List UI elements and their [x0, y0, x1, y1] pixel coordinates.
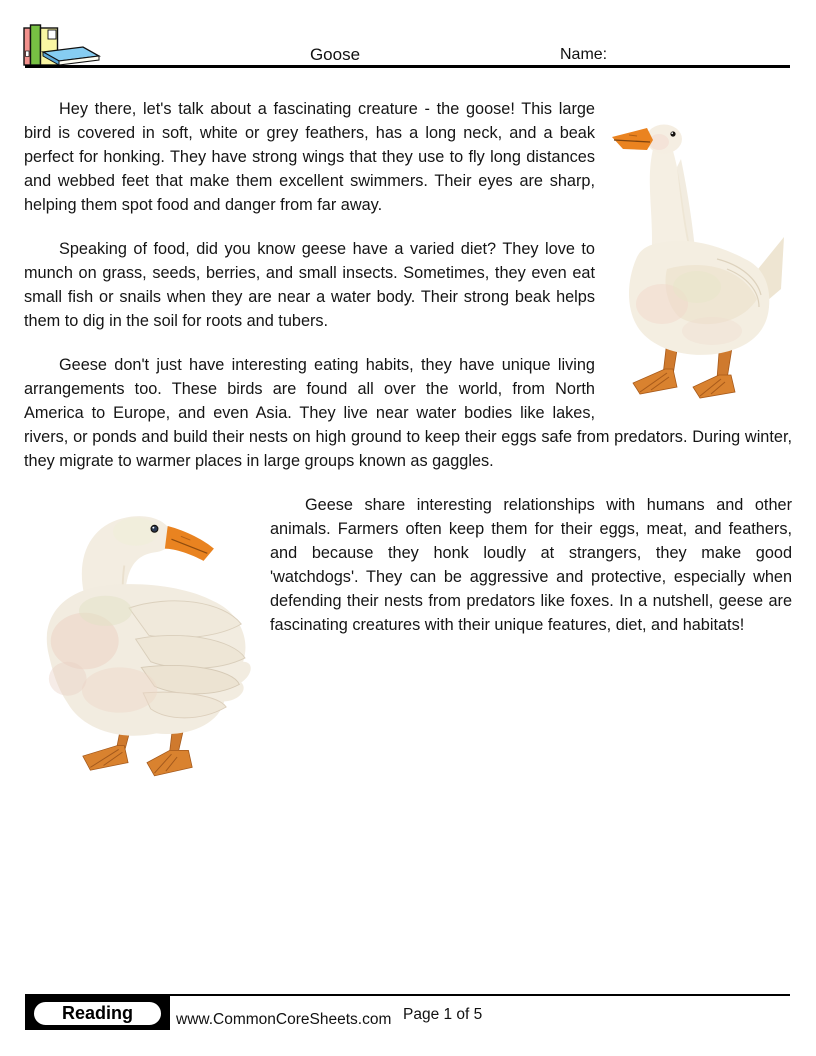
paragraph-1: Hey there, let's talk about a fascinating creature - the goose! This large bird is covered in soft, white or grey feathers, has a long neck, and a beak perfect for honking. They have strong wings that they use to fly long distances and webbed feet that make them excellent swimmers. Their eyes are sharp, helping them spot food and danger from far away. [24, 100, 595, 214]
page-number: Page 1 of 5 [403, 1006, 483, 1023]
books-icon [23, 19, 101, 66]
passage [24, 69, 792, 795]
page-title: Goose [309, 45, 361, 64]
header-divider [25, 65, 790, 68]
category-badge [25, 996, 170, 1030]
category-label: Reading [32, 1000, 163, 1027]
goose-photo-bottom [24, 493, 270, 795]
name-label: Name: [560, 46, 608, 63]
paragraph-3: Geese don't just have interesting eating habits, they have unique living arrangements too. These birds are found all over the world, from North America to Europe, and even Asia. They live near water bodies like lakes, rivers, or ponds and build their nests on high ground to keep their eggs safe from predators. During winter, they migrate to warmer places in large groups known as gaggles. [24, 356, 792, 470]
paragraph-4: Geese share interesting relationships with humans and other animals. Farmers often keep them for their eggs, meat, and feathers, and because they honk loudly at strangers, they make good 'watchdogs'. They can be aggressive and protective, especially when defending their nests from predators like foxes. In a nutshell, geese are fascinating creatures with their unique features, diet, and habitats! [270, 496, 792, 634]
paragraph-2: Speaking of food, did you know geese have a varied diet? They love to munch on grass, seeds, berries, and small insects. Sometimes, they even eat small fish or snails when they are near a water body. Their strong beak helps them to dig in the soil for roots and tubers. [24, 240, 595, 330]
goose-photo-top [595, 97, 792, 419]
website-url: www.CommonCoreSheets.com [176, 1011, 392, 1028]
